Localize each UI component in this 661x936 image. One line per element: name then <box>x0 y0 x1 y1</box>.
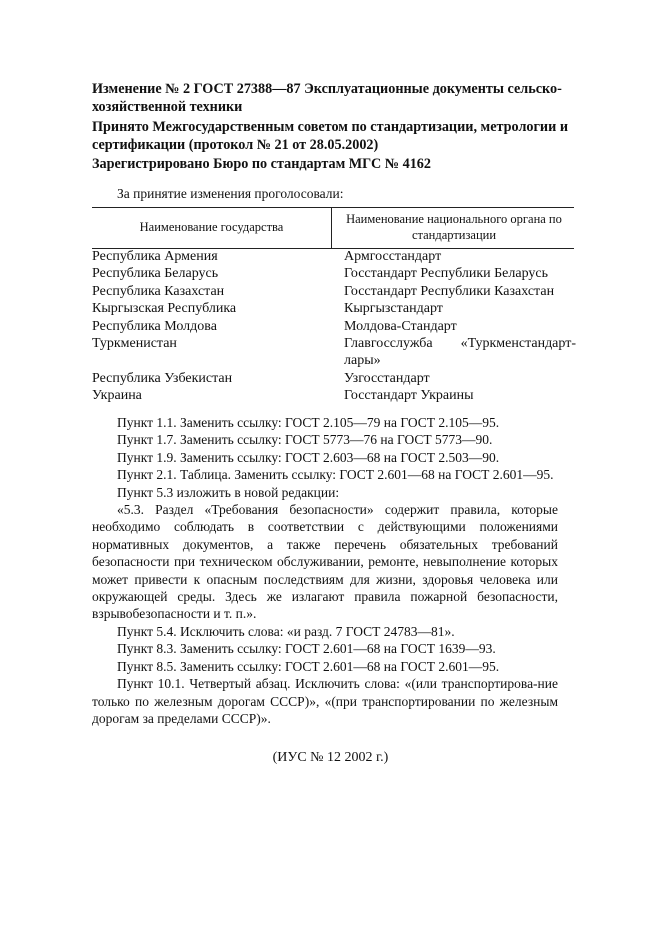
col-header-body: Наименование национального органа по стандартизации <box>346 212 562 242</box>
amendment-body <box>92 414 558 727</box>
amendment-paragraph: Пункт 5.4. Исключить слова: «и разд. 7 ГОСТ 24783—81». <box>117 623 455 639</box>
amendment-paragraph: Пункт 1.7. Заменить ссылку: ГОСТ 5773—76 на ГОСТ 5773—90. <box>117 432 493 448</box>
amendment-paragraph: Пункт 1.1. Заменить ссылку: ГОСТ 2.105—79 на ГОСТ 2.105—95. <box>117 415 500 430</box>
table-cell-body: Госстандарт Республики Беларусь <box>344 266 549 282</box>
table-cell-body: Узгосстандарт <box>344 370 430 386</box>
table-cell-state: Республика Армения <box>92 249 218 264</box>
table-cell-body: Молдова-Стандарт <box>344 318 457 334</box>
amendment-paragraph: Пункт 2.1. Таблица. Заменить ссылку: ГОСТ 2.601—68 на ГОСТ 2.601—95. <box>117 467 554 483</box>
amendment-paragraph: Пункт 1.9. Заменить ссылку: ГОСТ 2.603—68 на ГОСТ 2.503—90. <box>117 449 500 465</box>
amendment-paragraph: Пункт 8.5. Заменить ссылку: ГОСТ 2.601—68 на ГОСТ 2.601—95. <box>117 658 500 674</box>
table-cell-body: Главгосслужба «Туркменстандарт-лары» <box>344 336 576 369</box>
table-cell-state: Республика Узбекистан <box>92 370 233 386</box>
voting-intro: За принятие изменения проголосовали: <box>117 186 344 201</box>
amendment-title: Изменение № 2 ГОСТ 27388—87 Эксплуатационные документы сельско-хозяйственной техники <box>92 81 562 115</box>
amendment-paragraph: Пункт 10.1. Четвертый абзац. Исключить слова: «(или транспортирова-ние только по железным дорогам СССР)», «(при транспортировании по железным дорогам за пределами СССР)». <box>92 676 558 726</box>
table-top-rule <box>92 207 574 208</box>
ius-reference: (ИУС № 12 2002 г.) <box>272 750 389 765</box>
table-cell-state: Туркменистан <box>92 336 177 351</box>
adoption-note: Принято Межгосударственным советом по стандартизации, метрологии и сертификации (протокол № 21 от 28.05.2002) <box>92 119 569 153</box>
table-cell-body: Армгосстандарт <box>344 249 442 264</box>
table-cell-body: Госстандарт Украины <box>344 388 474 404</box>
amendment-paragraph: Пункт 8.3. Заменить ссылку: ГОСТ 2.601—68 на ГОСТ 1639—93. <box>117 641 496 657</box>
amendment-quote: «5.3. Раздел «Требования безопасности» содержит правила, которые необходимо соблюдать в соответствии с действующими положениями нормативных документов, а также перечень обязательных требований безопасности при техническом обслуживании, ремонте, невыполнение которых может привести к опасным последствиям для жизни, здоровья человека или окружающей среды. Здесь же излагают правила пожарной безопасности, взрывобезопасности и т. п.». <box>92 502 558 622</box>
col-header-state: Наименование государства <box>139 220 284 234</box>
table-cell-state: Республика Молдова <box>92 318 217 334</box>
table-cell-body: Госстандарт Республики Казахстан <box>344 283 555 299</box>
registration-note: Зарегистрировано Бюро по стандартам МГС № 4162 <box>92 156 431 172</box>
table-cell-body: Кыргызстандарт <box>344 301 443 317</box>
amendment-paragraph: Пункт 5.3 изложить в новой редакции: <box>117 484 340 500</box>
table-cell-state: Республика Беларусь <box>92 266 219 282</box>
table-cell-state: Украина <box>92 388 142 404</box>
table-header-divider <box>331 207 332 248</box>
table-cell-state: Кыргызская Республика <box>92 301 237 317</box>
table-cell-state: Республика Казахстан <box>92 283 225 299</box>
